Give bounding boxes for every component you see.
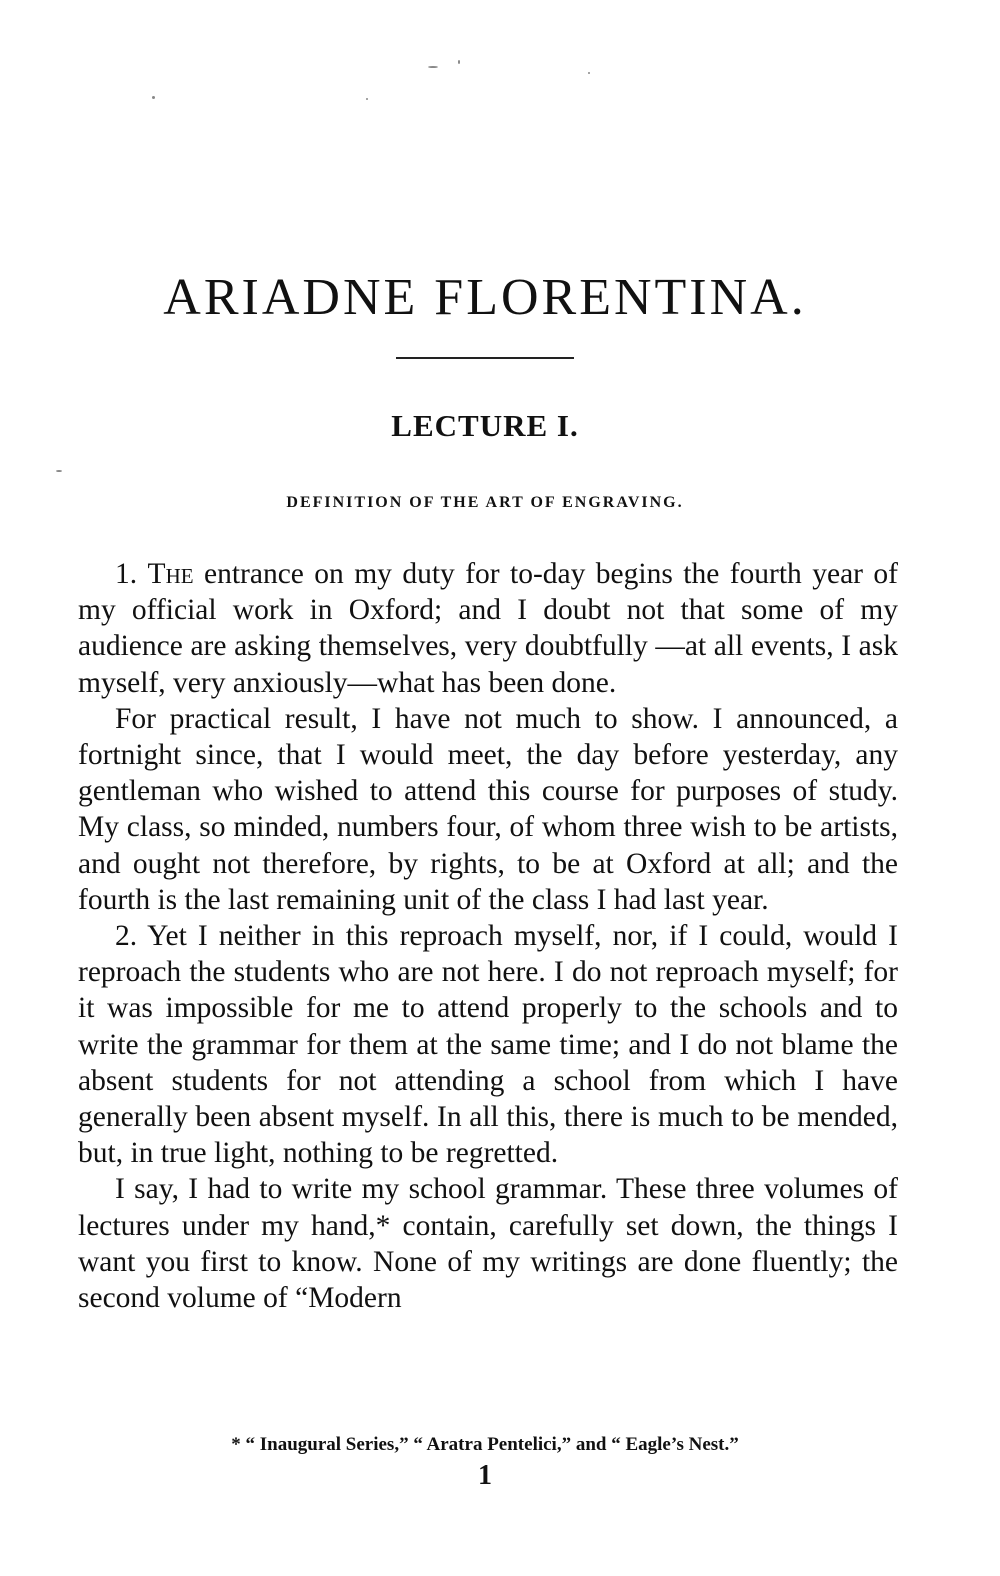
scan-speck xyxy=(588,72,590,74)
body-text xyxy=(78,556,898,1316)
lecture-heading: LECTURE I. xyxy=(391,408,579,443)
page-number: 1 xyxy=(478,1460,492,1491)
scan-speck xyxy=(366,98,368,100)
paragraph-1 xyxy=(78,556,898,701)
paragraph-number: 1. xyxy=(115,558,138,590)
scan-speck xyxy=(428,66,438,68)
title-divider xyxy=(396,357,574,359)
lecture-subtitle: DEFINITION OF THE ART OF ENGRAVING. xyxy=(286,494,684,511)
scan-speck xyxy=(152,96,155,99)
footnote: * “ Inaugural Series,” “ Aratra Pentelici,” and “ Eagle’s Nest.” xyxy=(231,1434,739,1455)
paragraph-text: entrance on my duty for to-day begins the fourth year of my official work in Oxford; and I doubt not that some of my audience are asking themselves, very doubtfully —at all events, I ask myself, very anxiously—what has been done. xyxy=(78,558,898,699)
paragraph-2: For practical result, I have not much to show. I announced, a fortnight since, that I would meet, the day before yesterday, any gentleman who wished to attend this course for purposes of study. My class, so minded, numbers four, of whom three wish to be artists, and ought not therefore, by rights, to be at Oxford at all; and the fourth is the last remaining unit of the class I had last year. xyxy=(78,702,898,916)
paragraph-3: 2. Yet I neither in this reproach myself, nor, if I could, would I reproach the students who are not here. I do not reproach myself; for it was impossible for me to attend properly to the schools and to write the grammar for them at the same time; and I do not blame the absent students for not attending a school from which I have generally been absent myself. In all this, there is much to be mended, but, in true light, nothing to be regretted. xyxy=(78,920,898,1170)
scan-speck xyxy=(56,470,62,472)
book-title: ARIADNE FLORENTINA. xyxy=(163,269,807,326)
scan-speck xyxy=(458,60,460,64)
paragraph-4: I say, I had to write my school grammar. These three volumes of lectures under my hand,* contain, carefully set down, the things I want you first to know. None of my writings are done fluently; the second volume of “Modern xyxy=(78,1173,898,1315)
small-caps-opening: The xyxy=(147,558,194,590)
